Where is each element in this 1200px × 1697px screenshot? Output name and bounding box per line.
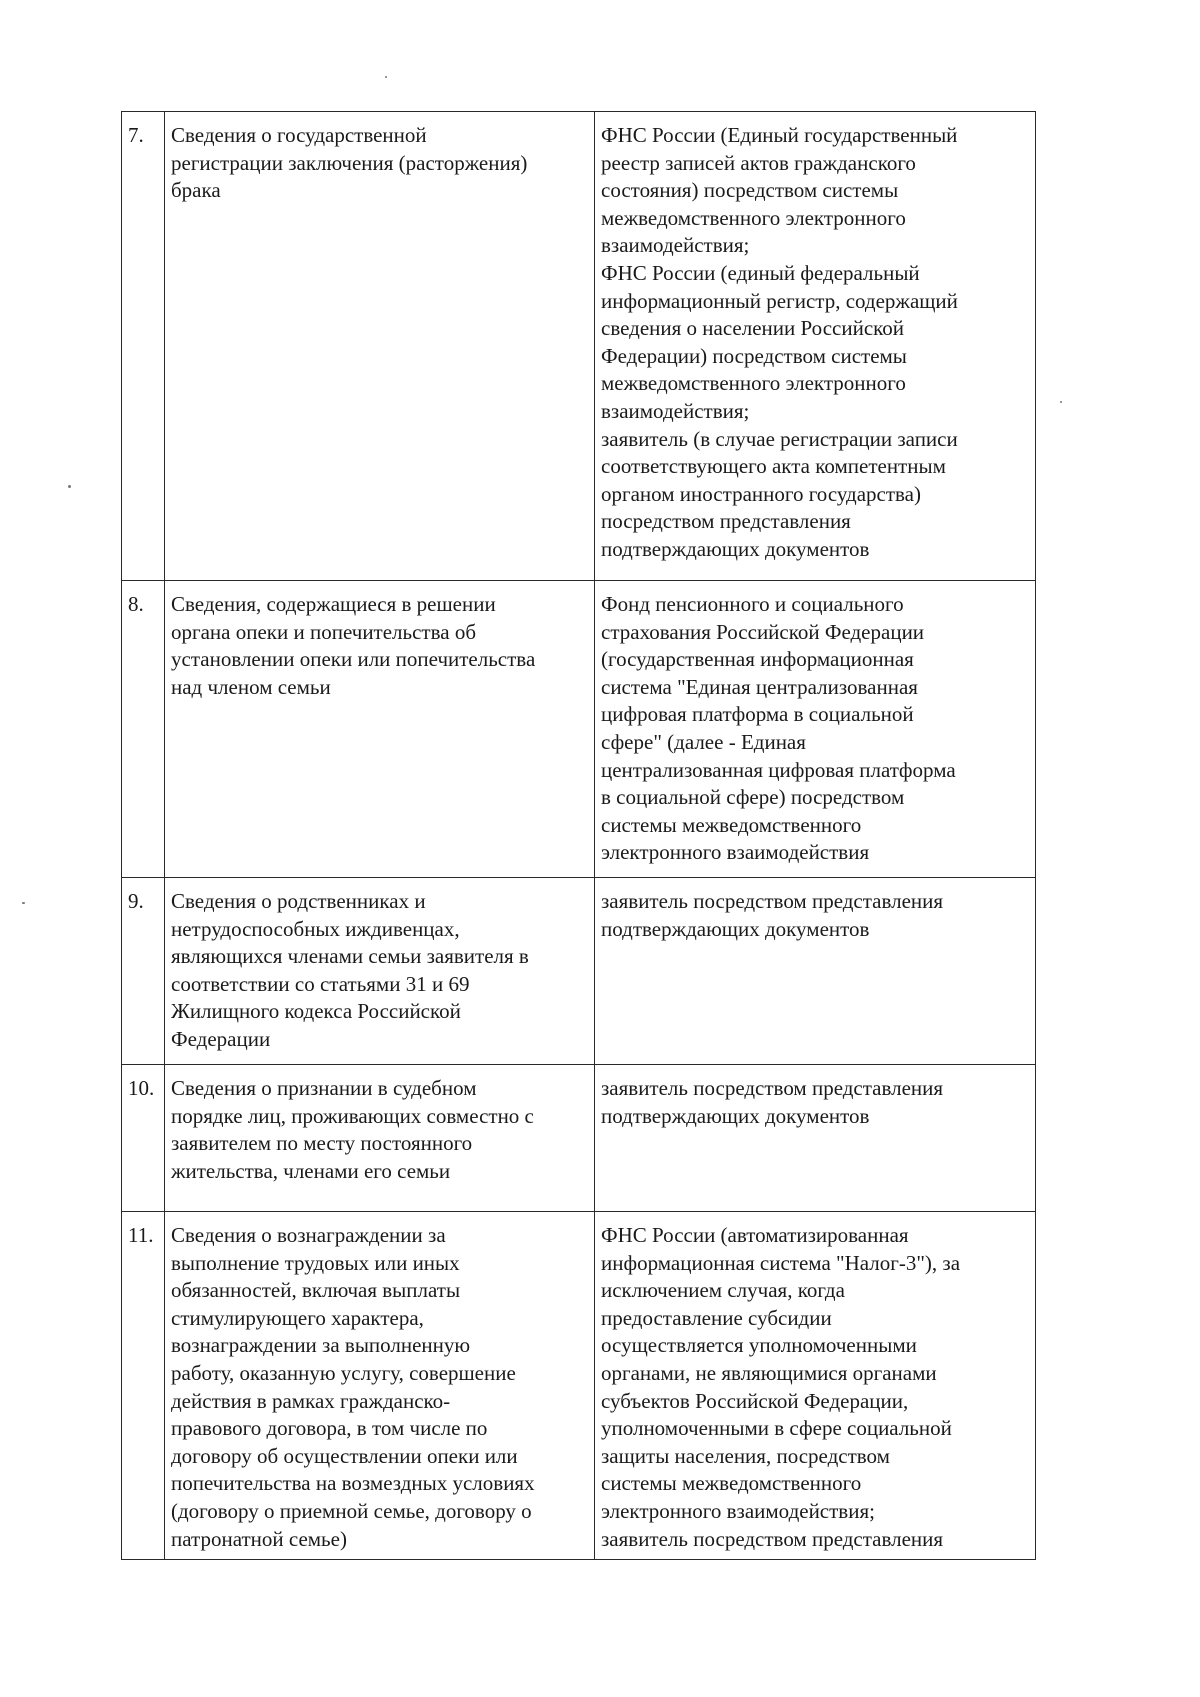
text-line: исключением случая, когда: [601, 1278, 845, 1303]
text-line: Сведения о государственной: [171, 123, 427, 147]
info-description: [165, 581, 595, 878]
text-line: (договору о приемной семье, договору о: [171, 1498, 532, 1523]
text-line: сведения о населении Российской: [601, 316, 905, 341]
table-row: [122, 581, 1036, 878]
info-description: [165, 112, 595, 581]
table-row: [122, 878, 1036, 1065]
text-line: патронатной семье): [171, 1526, 347, 1551]
text-line: реестр записей актов гражданского: [601, 150, 916, 175]
text-line: ФНС России (автоматизированная: [601, 1223, 909, 1247]
text-line: выполнение трудовых или иных: [171, 1250, 460, 1275]
text-line: Федерации: [171, 1026, 271, 1051]
scan-speck: [385, 76, 387, 78]
text-line: Федерации) посредством системы: [601, 343, 907, 368]
text-line: Сведения о признании в судебном: [171, 1076, 477, 1100]
text-line: установлении опеки или попечительства: [171, 647, 536, 672]
text-line: цифровая платформа в социальной: [601, 702, 914, 727]
text-line: Фонд пенсионного и социального: [601, 592, 904, 616]
info-source: [595, 112, 1036, 581]
text-line: стимулирующего характера,: [171, 1305, 424, 1330]
text-line: ФНС России (единый федеральный: [601, 260, 920, 285]
text-line: заявитель посредством представления: [601, 1526, 944, 1551]
text-line: субъектов Российской Федерации,: [601, 1388, 909, 1413]
text-line: системы межведомственного: [601, 812, 862, 837]
text-line: электронного взаимодействия;: [601, 1498, 875, 1523]
info-source: [595, 1065, 1036, 1212]
text-line: вознаграждении за выполненную: [171, 1333, 471, 1358]
row-number: 8.: [122, 581, 165, 878]
row-number: 11.: [122, 1212, 165, 1560]
documents-table: [121, 111, 1036, 1560]
text-line: защиты населения, посредством: [601, 1443, 890, 1468]
info-source: [595, 1212, 1036, 1560]
text-line: информационная система "Налог-3"), за: [601, 1250, 961, 1275]
scan-speck: [22, 902, 25, 904]
text-line: межведомственного электронного: [601, 371, 906, 396]
text-line: заявителем по месту постоянного: [171, 1131, 473, 1156]
text-line: ФНС России (Единый государственный: [601, 123, 958, 147]
text-line: состояния) посредством системы: [601, 178, 899, 203]
text-line: система "Единая централизованная: [601, 674, 918, 699]
scan-speck: [1060, 401, 1062, 403]
text-line: посредством представления: [601, 509, 851, 534]
text-line: Сведения о родственниках и: [171, 889, 426, 913]
text-line: информационный регистр, содержащий: [601, 288, 958, 313]
info-description: [165, 1065, 595, 1212]
table-row: [122, 1212, 1036, 1560]
text-line: над членом семьи: [171, 674, 331, 699]
text-line: осуществляется уполномоченными: [601, 1333, 917, 1358]
text-line: попечительства на возмездных условиях: [171, 1471, 535, 1496]
text-line: заявитель (в случае регистрации записи: [601, 426, 958, 451]
text-line: работу, оказанную услугу, совершение: [171, 1360, 516, 1385]
text-line: Сведения, содержащиеся в решении: [171, 592, 496, 616]
text-line: централизованная цифровая платформа: [601, 757, 956, 782]
info-description: [165, 878, 595, 1065]
text-line: жительства, членами его семьи: [171, 1158, 451, 1183]
text-line: заявитель посредством представления: [601, 889, 944, 913]
text-line: системы межведомственного: [601, 1471, 862, 1496]
text-line: брака: [171, 178, 221, 203]
text-line: (государственная информационная: [601, 647, 914, 672]
text-line: заявитель посредством представления: [601, 1076, 944, 1100]
info-source: [595, 878, 1036, 1065]
text-line: правового договора, в том числе по: [171, 1416, 488, 1441]
text-line: регистрации заключения (расторжения): [171, 150, 528, 175]
text-line: обязанностей, включая выплаты: [171, 1278, 461, 1303]
text-line: подтверждающих документов: [601, 536, 870, 561]
text-line: уполномоченными в сфере социальной: [601, 1416, 952, 1441]
row-number: 9.: [122, 878, 165, 1065]
text-line: сфере" (далее - Единая: [601, 729, 806, 754]
info-description: [165, 1212, 595, 1560]
text-line: нетрудоспособных иждивенцах,: [171, 916, 460, 941]
text-line: страхования Российской Федерации: [601, 619, 925, 644]
row-number: 7.: [122, 112, 165, 581]
text-line: договору об осуществлении опеки или: [171, 1443, 518, 1468]
text-line: Сведения о вознаграждении за: [171, 1223, 446, 1247]
text-line: межведомственного электронного: [601, 205, 906, 230]
info-source: [595, 581, 1036, 878]
text-line: взаимодействия;: [601, 233, 750, 258]
text-line: действия в рамках гражданско-: [171, 1388, 451, 1413]
text-line: предоставление субсидии: [601, 1305, 832, 1330]
text-line: электронного взаимодействия: [601, 840, 870, 865]
table-row: [122, 1065, 1036, 1212]
text-line: порядке лиц, проживающих совместно с: [171, 1103, 534, 1128]
text-line: органом иностранного государства): [601, 481, 921, 506]
text-line: органами, не являющимися органами: [601, 1360, 937, 1385]
text-line: являющихся членами семьи заявителя в: [171, 944, 529, 969]
text-line: в социальной сфере) посредством: [601, 785, 905, 810]
text-line: соответствии со статьями 31 и 69: [171, 971, 470, 996]
table-row: [122, 112, 1036, 581]
text-line: органа опеки и попечительства об: [171, 619, 477, 644]
text-line: взаимодействия;: [601, 398, 750, 423]
text-line: подтверждающих документов: [601, 916, 870, 941]
row-number: 10.: [122, 1065, 165, 1212]
text-line: Жилищного кодекса Российской: [171, 999, 461, 1024]
text-line: соответствующего акта компетентным: [601, 454, 946, 479]
text-line: подтверждающих документов: [601, 1103, 870, 1128]
scan-speck: [68, 485, 71, 488]
